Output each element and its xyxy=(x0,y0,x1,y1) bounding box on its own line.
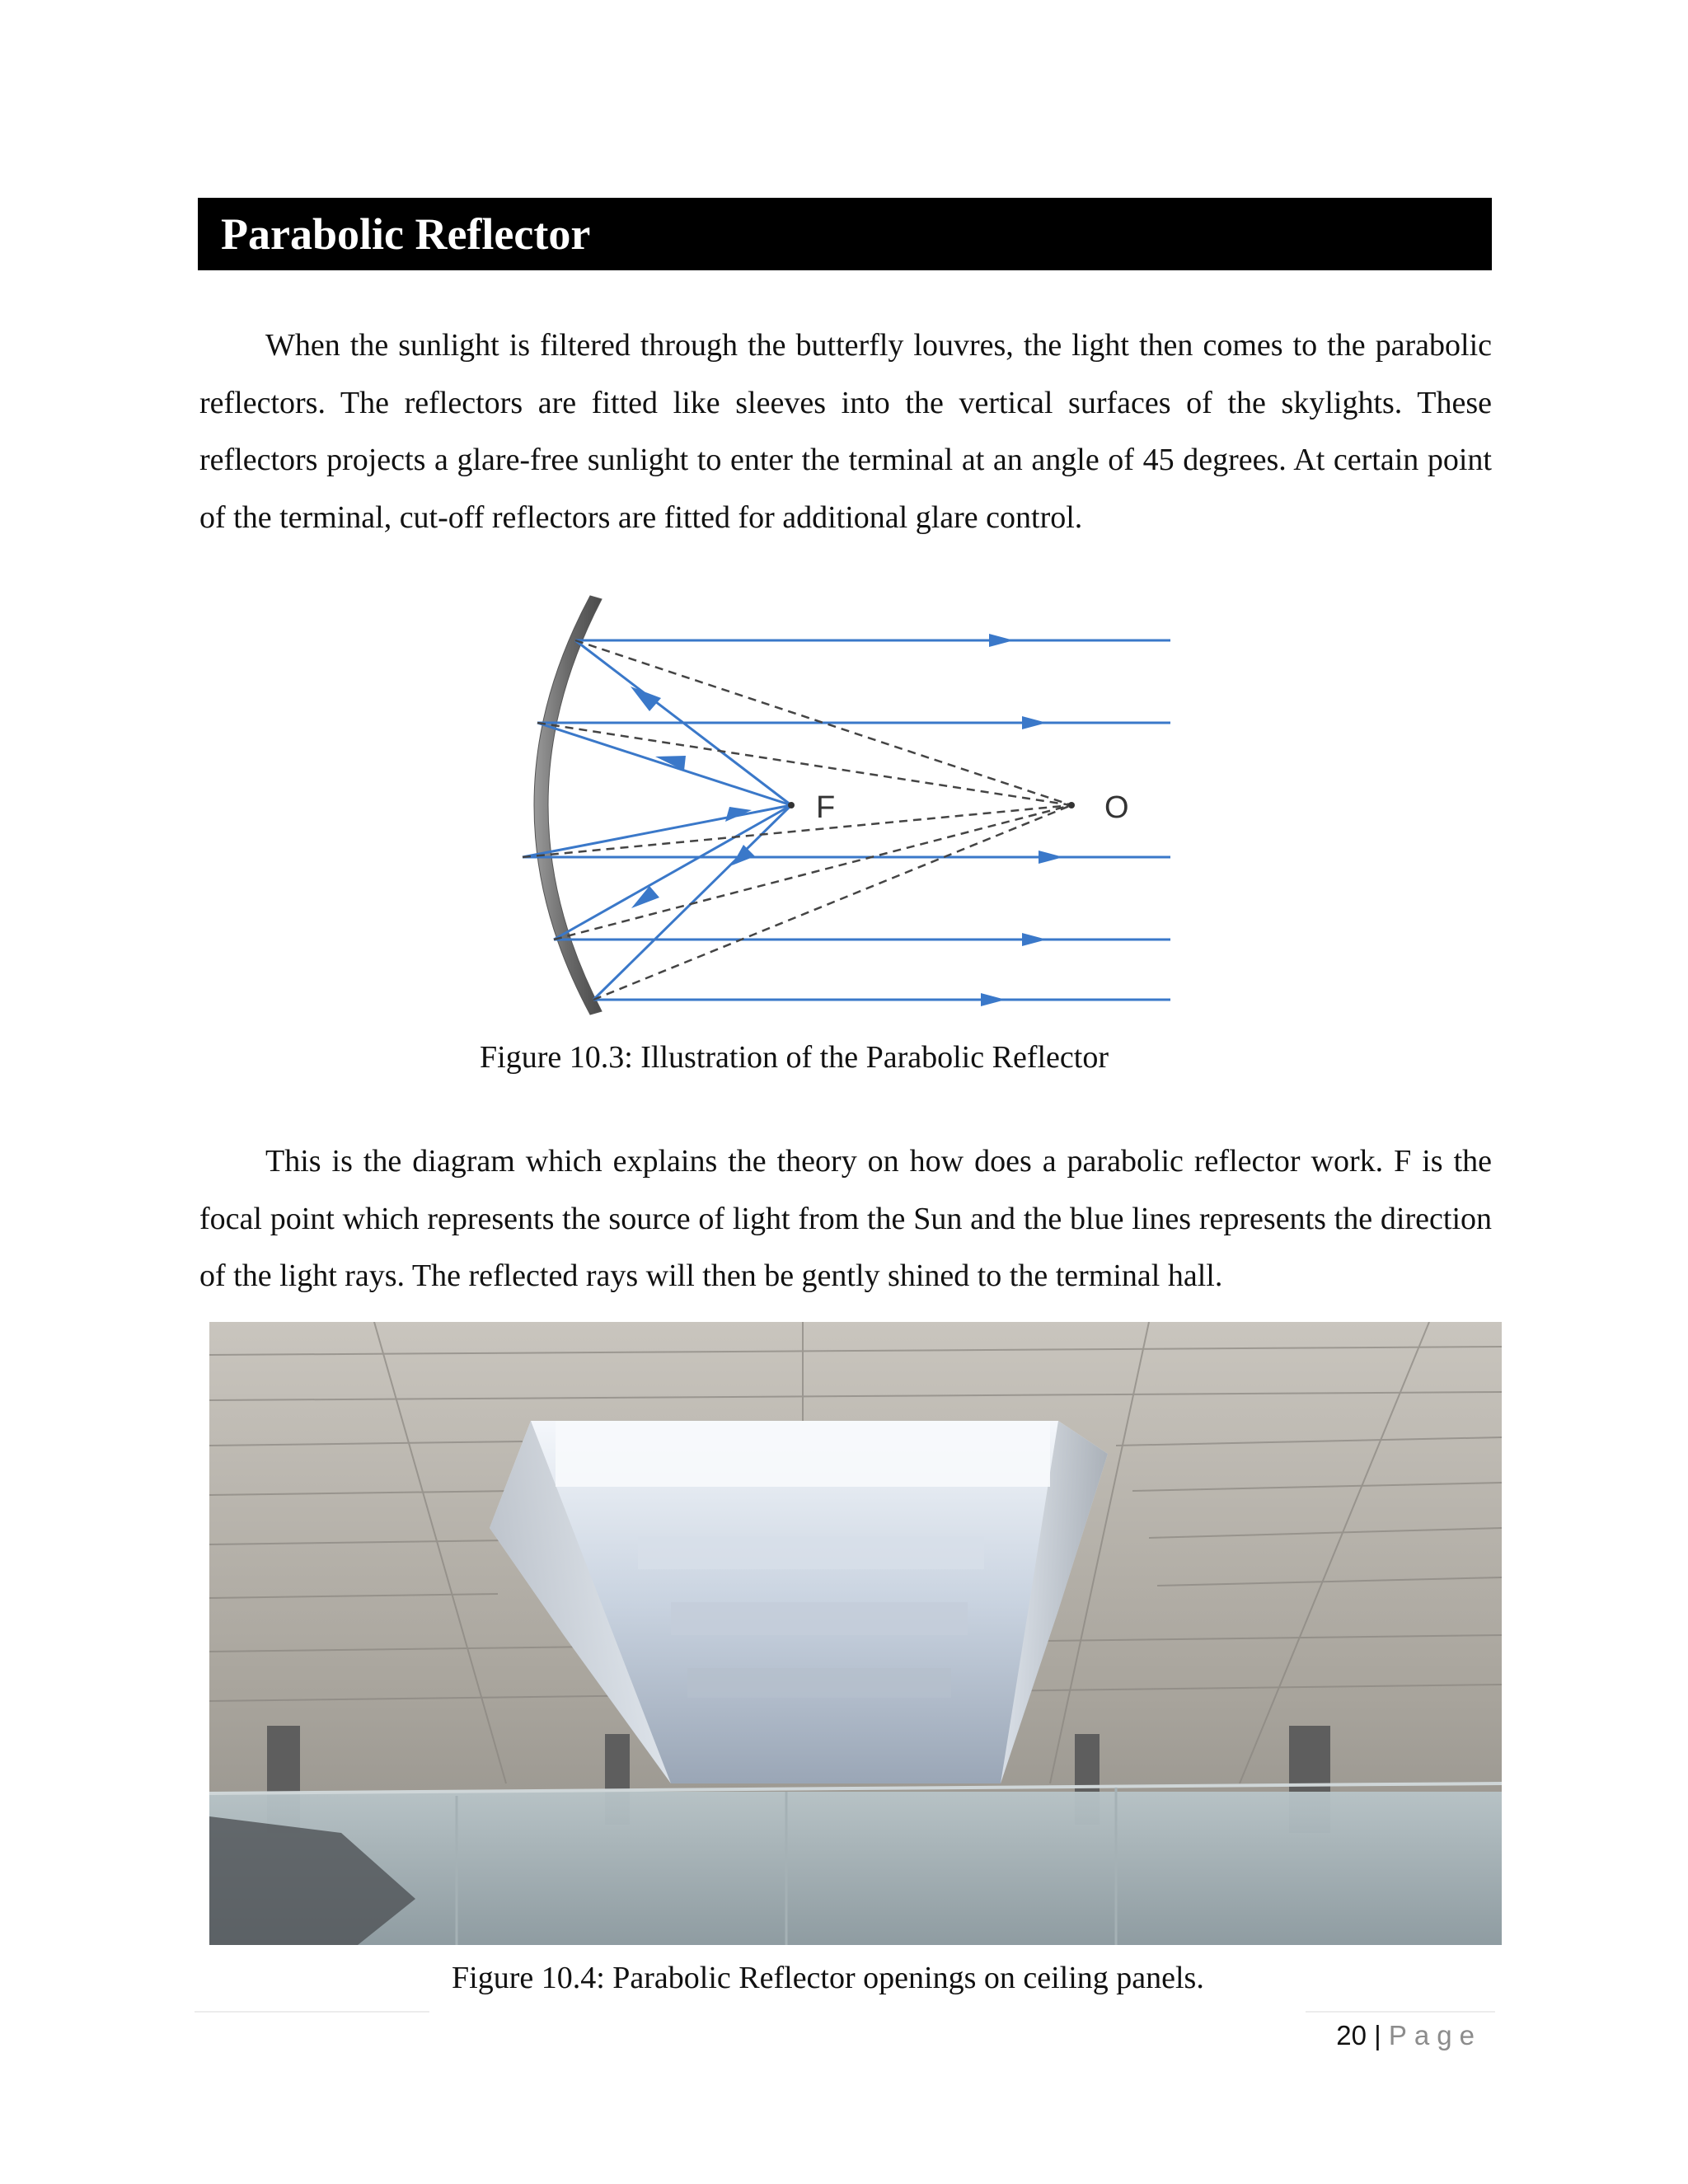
center-point-marker xyxy=(1068,802,1075,808)
page-footer xyxy=(1336,2018,1482,2054)
footer-rule-left xyxy=(195,2011,429,2013)
paragraph-explanation xyxy=(199,1133,1492,1305)
footer-rule-right xyxy=(1306,2011,1495,2013)
parabolic-reflector-diagram xyxy=(478,589,1170,1018)
page-word: Page xyxy=(1388,2020,1482,2050)
figure-caption-10-4: Figure 10.4: Parabolic Reflector openings on ceiling panels. xyxy=(452,1961,1204,1995)
section-heading-bar xyxy=(198,198,1492,270)
paragraph-explanation-text: This is the diagram which explains the theory on how does a parabolic reflector work. F is the focal point which represents the source of light from the Sun and the blue lines represents the direction of the light rays. The reflected rays will then be gently shined to the terminal hall. xyxy=(199,1144,1492,1293)
page-number: 20 xyxy=(1336,2020,1367,2050)
ray-arrowheads xyxy=(981,634,1063,1006)
section-heading: Parabolic Reflector xyxy=(221,209,591,259)
focal-ray-arrowheads xyxy=(631,687,755,908)
mirror-shape xyxy=(534,596,602,1015)
construction-lines xyxy=(523,640,1071,1000)
paragraph-intro-text: When the sunlight is filtered through the butterfly louvres, the light then comes to the parabolic reflectors. The reflectors are fitted like sleeves into the vertical surfaces of the skylights. These reflectors projects a glare-free sunlight to enter the terminal at an angle of 45 degrees. At certain point of the terminal, cut-off reflectors are fitted for additional glare control. xyxy=(199,328,1492,535)
figure-caption-10-3: Figure 10.3: Illustration of the Parabolic Reflector xyxy=(480,1040,1109,1075)
outgoing-rays xyxy=(523,640,1170,1000)
paragraph-intro xyxy=(199,317,1492,546)
focal-point-marker xyxy=(788,802,795,808)
focal-point-label: F xyxy=(816,790,836,825)
footer-separator: | xyxy=(1374,2020,1381,2050)
center-point-label: O xyxy=(1104,790,1129,825)
ceiling-reflector-photo xyxy=(209,1322,1502,1945)
